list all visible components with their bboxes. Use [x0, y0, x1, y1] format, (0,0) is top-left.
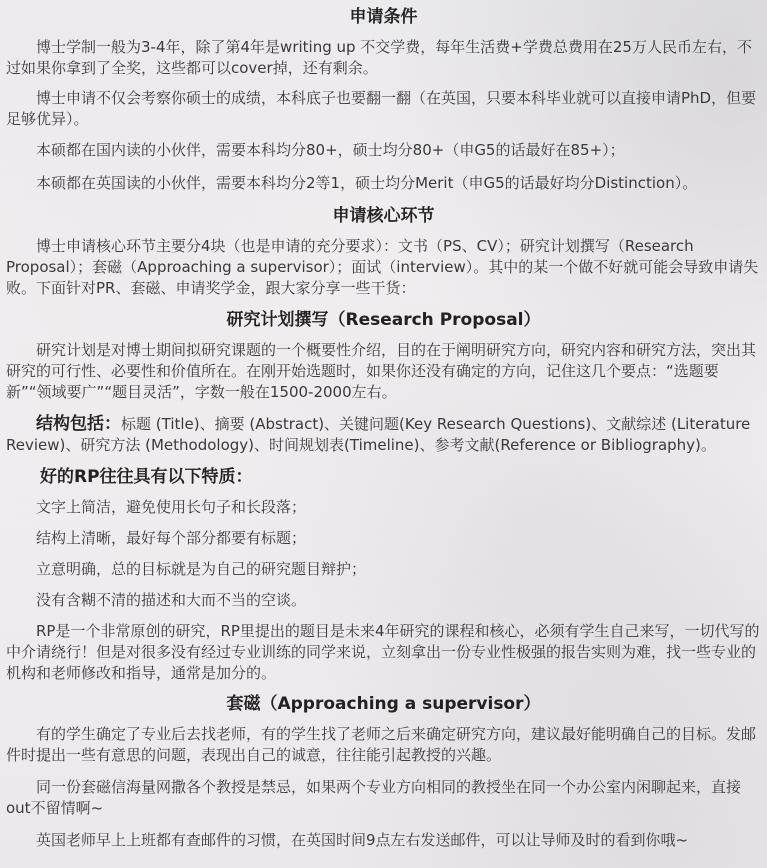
approach-paragraph-3: 英国老师早上上班都有查邮件的习惯，在英国时间9点左右发送邮件，可以让导师及时的看到你哦~: [36, 831, 689, 849]
conditions-paragraph-2: 博士申请不仅会考察你硕士的成绩，本科底子也要翻一翻（在英国，只要本科毕业就可以直接申请PhD，但要足够优异）。: [6, 89, 757, 128]
rp-trait-1: 文字上简洁，避免使用长句子和长段落；: [36, 498, 307, 516]
conditions-paragraph-4: 本硕都在英国读的小伙伴，需要本科均分2等1，硕士均分Merit（申G5的话最好均分Distinction）。: [36, 174, 698, 192]
approach-paragraph-2: 同一份套磁信海量网撒各个教授是禁忌，如果两个专业方向相同的教授坐在同一个办公室内闲聊起来，直接out不留情啊~: [6, 778, 742, 817]
section-title-core: 申请核心环节: [332, 206, 435, 226]
section-title-rp: 研究计划撰写（Research Proposal）: [226, 310, 541, 330]
rp-paragraph-1: 研究计划是对博士期间拟研究课题的一个概要性介绍，目的在于阐明研究方向，研究内容和研究方法，突出其研究的可行性、必要性和价值所在。在刚开始选题时，如果你还没有确定的方向，记住这几个要点：“选题要新”“领域要广”“题目灵活”，字数一般在1500-2000左右。: [6, 341, 757, 401]
rp-structure-paragraph: [6, 414, 761, 456]
rp-paragraph-2: RP是一个非常原创的研究，RP里提出的题目是未来4年研究的课程和核心，必须有学生自己来写，一切代写的中介请绕行！但是对很多没有经过专业训练的同学来说，立刻拿出一份专业性极强的报告实则为难，找一些专业的机构和老师修改和指导，通常是加分的。: [6, 622, 760, 682]
section-title-approach: 套磁（Approaching a supervisor）: [226, 694, 541, 714]
conditions-paragraph-3: 本硕都在国内读的小伙伴，需要本科均分80+，硕士均分80+（申G5的话最好在85+）；: [36, 141, 625, 159]
conditions-paragraph-1: 博士学制一般为3-4年，除了第4年是writing up 不交学费，每年生活费+学费总费用在25万人民币左右，不过如果你拿到了全奖，这些都可以cover掉，还有剩余。: [6, 38, 752, 77]
core-paragraph-1: 博士申请核心环节主要分4块（也是申请的充分要求）：文书（PS、CV）；研究计划撰写（Research Proposal）；套磁（Approaching a supervisor）；面试（interview）。其中的某一个做不好就可能会导致申请失败。下面针对PR、套磁、申请奖学金，跟大家分享一些干货：: [6, 237, 759, 297]
section-title-conditions: 申请条件: [349, 7, 418, 27]
rp-traits-title: 好的RP往往具有以下特质：: [40, 467, 253, 487]
rp-trait-3: 立意明确，总的目标就是为自己的研究题目辩护；: [36, 560, 367, 578]
rp-structure-lead: 结构包括：: [36, 414, 121, 434]
rp-trait-2: 结构上清晰，最好每个部分都要有标题；: [36, 529, 307, 547]
rp-structure-text: 标题 (Title)、摘要 (Abstract)、关键问题(Key Research Questions)、文献综述 (Literature Review)、研究方法 (Methodology)、时间规划表(Timeline)、参考文献(Reference or Bibliography)。: [6, 415, 751, 454]
rp-trait-4: 没有含糊不清的描述和大而不当的空谈。: [36, 591, 307, 609]
approach-paragraph-1: 有的学生确定了专业后去找老师，有的学生找了老师之后来确定研究方向，建议最好能明确自己的目标。发邮件时提出一些有意思的问题，表现出自己的诚意，往往能引起教授的兴趣。: [6, 725, 757, 764]
